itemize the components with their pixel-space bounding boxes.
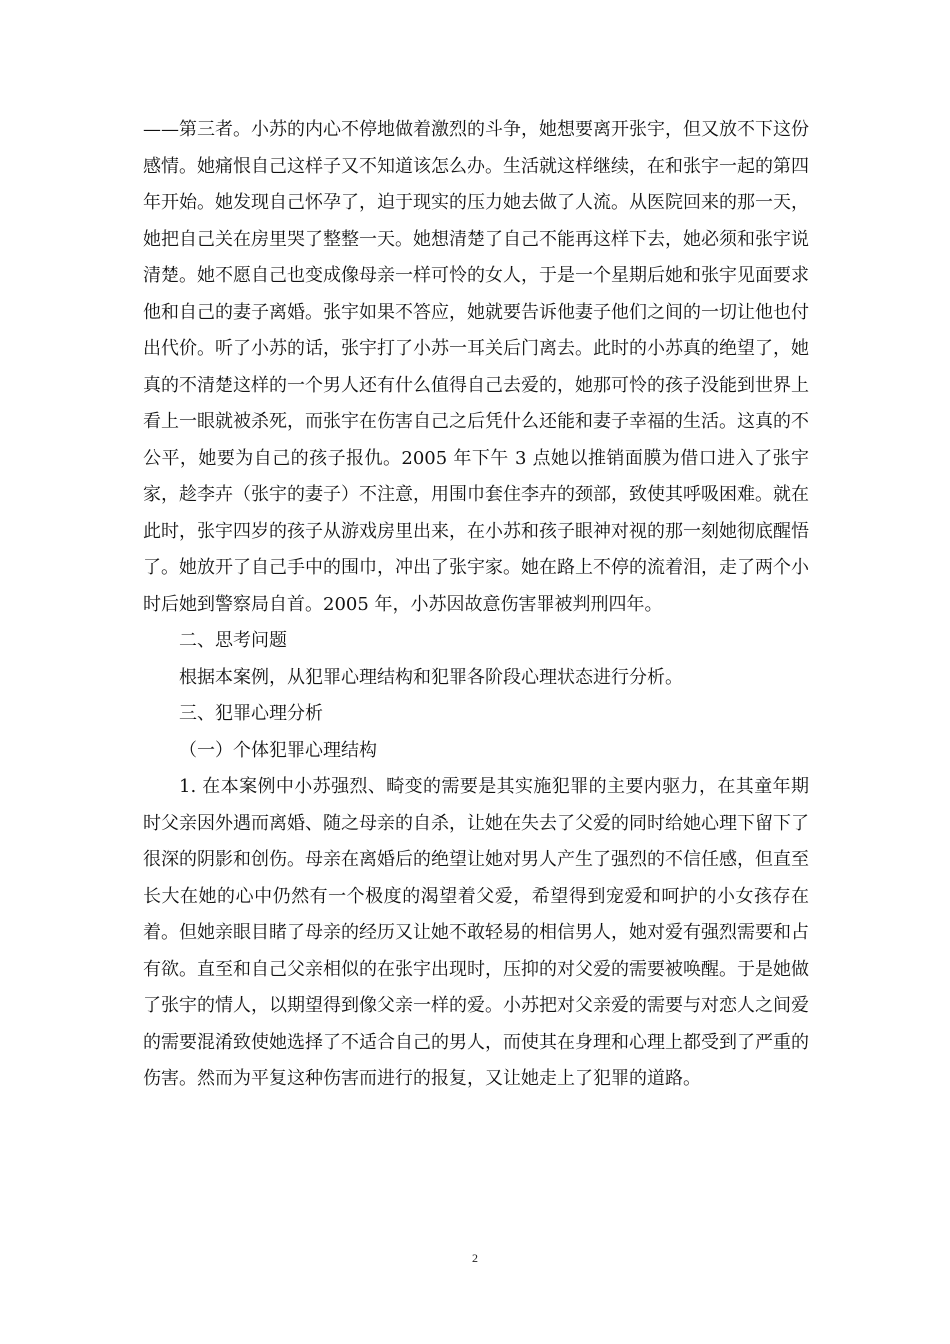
body-text: [143, 112, 809, 1098]
case-narrative-paragraph: ——第三者。小苏的内心不停地做着激烈的斗争，她想要离开张宇，但又放不下这份感情。她痛恨自己这样子又不知道该怎么办。生活就这样继续，在和张宇一起的第四年开始。她发现自己怀孕了，迫于现实的压力她去做了人流。从医院回来的那一天，她把自己关在房里哭了整整一天。她想清楚了自己不能再这样下去，她必须和张宇说清楚。她不愿自己也变成像母亲一样可怜的女人，于是一个星期后她和张宇见面要求他和自己的妻子离婚。张宇如果不答应，她就要告诉他妻子他们之间的一切让他也付出代价。听了小苏的话，张宇打了小苏一耳关后门离去。此时的小苏真的绝望了，她真的不清楚这样的一个男人还有什么值得自己去爱的，她那可怜的孩子没能到世界上看上一眼就被杀死，而张宇在伤害自己之后凭什么还能和妻子幸福的生活。这真的不公平，她要为自己的孩子报仇。2005 年下午 3 点她以推销面膜为借口进入了张宇家，趁李卉（张宇的妻子）不注意，用围巾套住李卉的颈部，致使其呼吸困难。就在此时，张宇四岁的孩子从游戏房里出来，在小苏和孩子眼神对视的那一刻她彻底醒悟了。她放开了自己手中的围巾，冲出了张宇家。她在路上不停的流着泪，走了两个小时后她到警察局自首。2005 年，小苏因故意伤害罪被判刑四年。: [143, 119, 809, 615]
page-number: 2: [472, 1251, 478, 1265]
section-heading-psychological-analysis: 三、犯罪心理分析: [179, 703, 323, 724]
question-paragraph: 根据本案例，从犯罪心理结构和犯罪各阶段心理状态进行分析。: [179, 666, 683, 688]
subsection-heading-individual-structure: （一）个体犯罪心理结构: [179, 739, 377, 761]
analysis-paragraph-1: 1. 在本案例中小苏强烈、畸变的需要是其实施犯罪的主要内驱力，在其童年期时父亲因外遇而离婚、随之母亲的自杀，让她在失去了父爱的同时给她心理下留下了很深的阴影和创伤。母亲在离婚后的绝望让她对男人产生了强烈的不信任感，但直至长大在她的心中仍然有一个极度的渴望着父爱，希望得到宠爱和呵护的小女孩存在着。但她亲眼目睹了母亲的经历又让她不敢轻易的相信男人，她对爱有强烈需要和占有欲。直至和自己父亲相似的在张宇出现时，压抑的对父爱的需要被唤醒。于是她做了张宇的情人，以期望得到像父亲一样的爱。小苏把对父亲爱的需要与对恋人之间爱的需要混淆致使她选择了不适合自己的男人，而使其在身理和心理上都受到了严重的伤害。然而为平复这种伤害而进行的报复，又让她走上了犯罪的道路。: [143, 776, 809, 1089]
section-heading-discussion-questions: 二、思考问题: [179, 630, 287, 651]
